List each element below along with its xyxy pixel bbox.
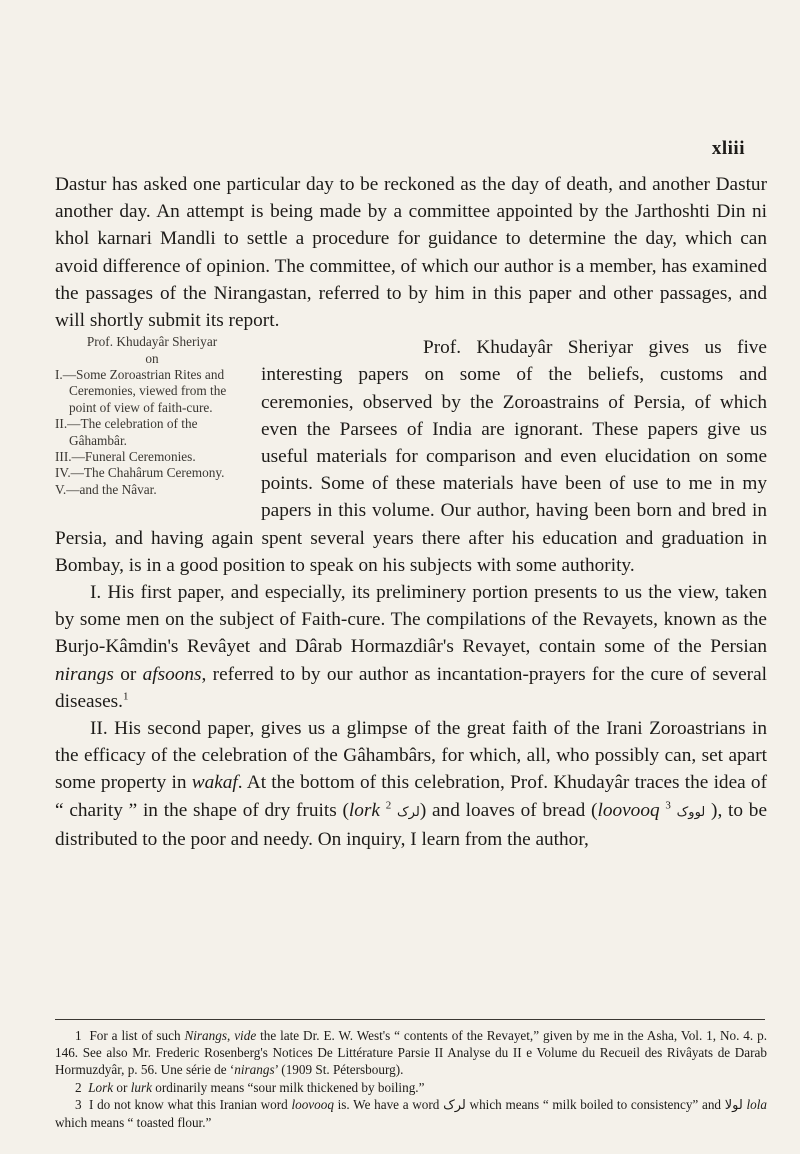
footnote-1: 1 For a list of such Nirangs, vide the late Dr. E. W. West's “ contents of the Revayet,” given by me in the Asha, Vol. 1, No. 4. p. 146. See also Mr. Frederic Rosenberg's Notices De Littérature Parsie II Analyse du II e Volume du Recueil des Rivâyats de Darab Hormuzdyâr, p. 56. Une série de ‘nirangs’ (1909 St. Pétersbourg). xyxy=(55,1028,768,1078)
persian-word-lork: لرک xyxy=(397,804,420,820)
footnotes xyxy=(55,1027,767,1131)
footnote-2: 2 Lork or lurk ordinarily means “sour milk thickened by boiling.” xyxy=(75,1079,425,1095)
side-note-on: on xyxy=(145,350,159,366)
side-note-item: V.—and the Nâvar. xyxy=(55,481,157,497)
footnote-divider xyxy=(55,1019,765,1020)
footnote-ref-1: 1 xyxy=(123,690,129,703)
paragraph-3: I. His first paper, and especially, its preliminery portion presents to us the view, taken by some men on the subject of Faith-cure. The compilations of the Revayets, known as the Burjo-Kâmdin's Revâyet and Dârab Hormazdiâr's Revayet, contain some of the Persian nirangs or afsoons, referred to by our author as incantation-prayers for the cure of several diseases.$^1$ xyxy=(55,582,767,712)
side-note xyxy=(55,334,249,498)
side-note-item: IV.—The Chahârum Ceremony. xyxy=(55,465,225,481)
paragraph-1: Dastur has asked one particular day to be reckoned as the day of death, and another Dastur another day. An attempt is being made by a committee appointed by the Jarthoshti Din ni khol karnari Mandli to settle a procedure for guidance to determine the day, which can avoid difference of opinion. The committee, of which our author is a member, has examined the passages of the Nirangastan, referred to by him in this paper and other passages, and will shortly submit its report. xyxy=(55,174,767,332)
footnote-ref-3: 3 xyxy=(665,799,671,812)
side-note-heading: Prof. Khudayâr Sheriyar xyxy=(86,334,218,350)
paragraph-4: II. His second paper, gives us a glimpse of the great faith of the Irani Zoroastrians in the efficacy of the celebration of the Gâhambârs, for which, all, who possibly can, set apart some property in wakaf. At the bottom of this celebration, Prof. Khudayâr traces the idea of “ charity ” in the shape of dry fruits (lork لرک $^2$ ) and loaves of bread (loovooq لووک $^3$ ), to be distributed to the poor and needy. On inquiry, I learn from the author, xyxy=(55,718,768,850)
persian-word-lork-footnote: لرک xyxy=(443,1097,466,1113)
footnote-3: 3 I do not know what this Iranian word loovooq is. We have a word لرک which means “ milk boiled to consistency” and لولا lola which means “ toasted flour.” xyxy=(55,1096,768,1131)
side-note-item: III.—Funeral Ceremonies. xyxy=(55,449,196,465)
paragraph-2: Prof. Khudayâr Sheriyar gives us five interesting papers on some of the beliefs, customs and ceremonies, observed by the Zoroastrains of Persia, of which even the Parsees of India are ignorant. These papers give us useful materials for comparison and even elucidation on some points. Some of these materials have been of use to me in my papers in this volume. Our author, having been born and bred in Persia, and having again spent several years there after his education and graduation in Bombay, is in a good position to speak on his subjects with some authority. xyxy=(55,337,767,576)
main-text xyxy=(55,171,767,853)
persian-word-loovooq: لووک xyxy=(676,804,706,820)
side-note-item: I.—Some Zoroastrian Rites and Ceremonies, viewed from the point of view of faith-cure. xyxy=(55,367,227,415)
side-note-item: II.—The celebration of the Gâhambâr. xyxy=(55,416,198,448)
footnote-ref-2: 2 xyxy=(385,799,392,812)
page-number: xliii xyxy=(711,138,745,159)
persian-word-lola: لولا xyxy=(724,1097,743,1113)
